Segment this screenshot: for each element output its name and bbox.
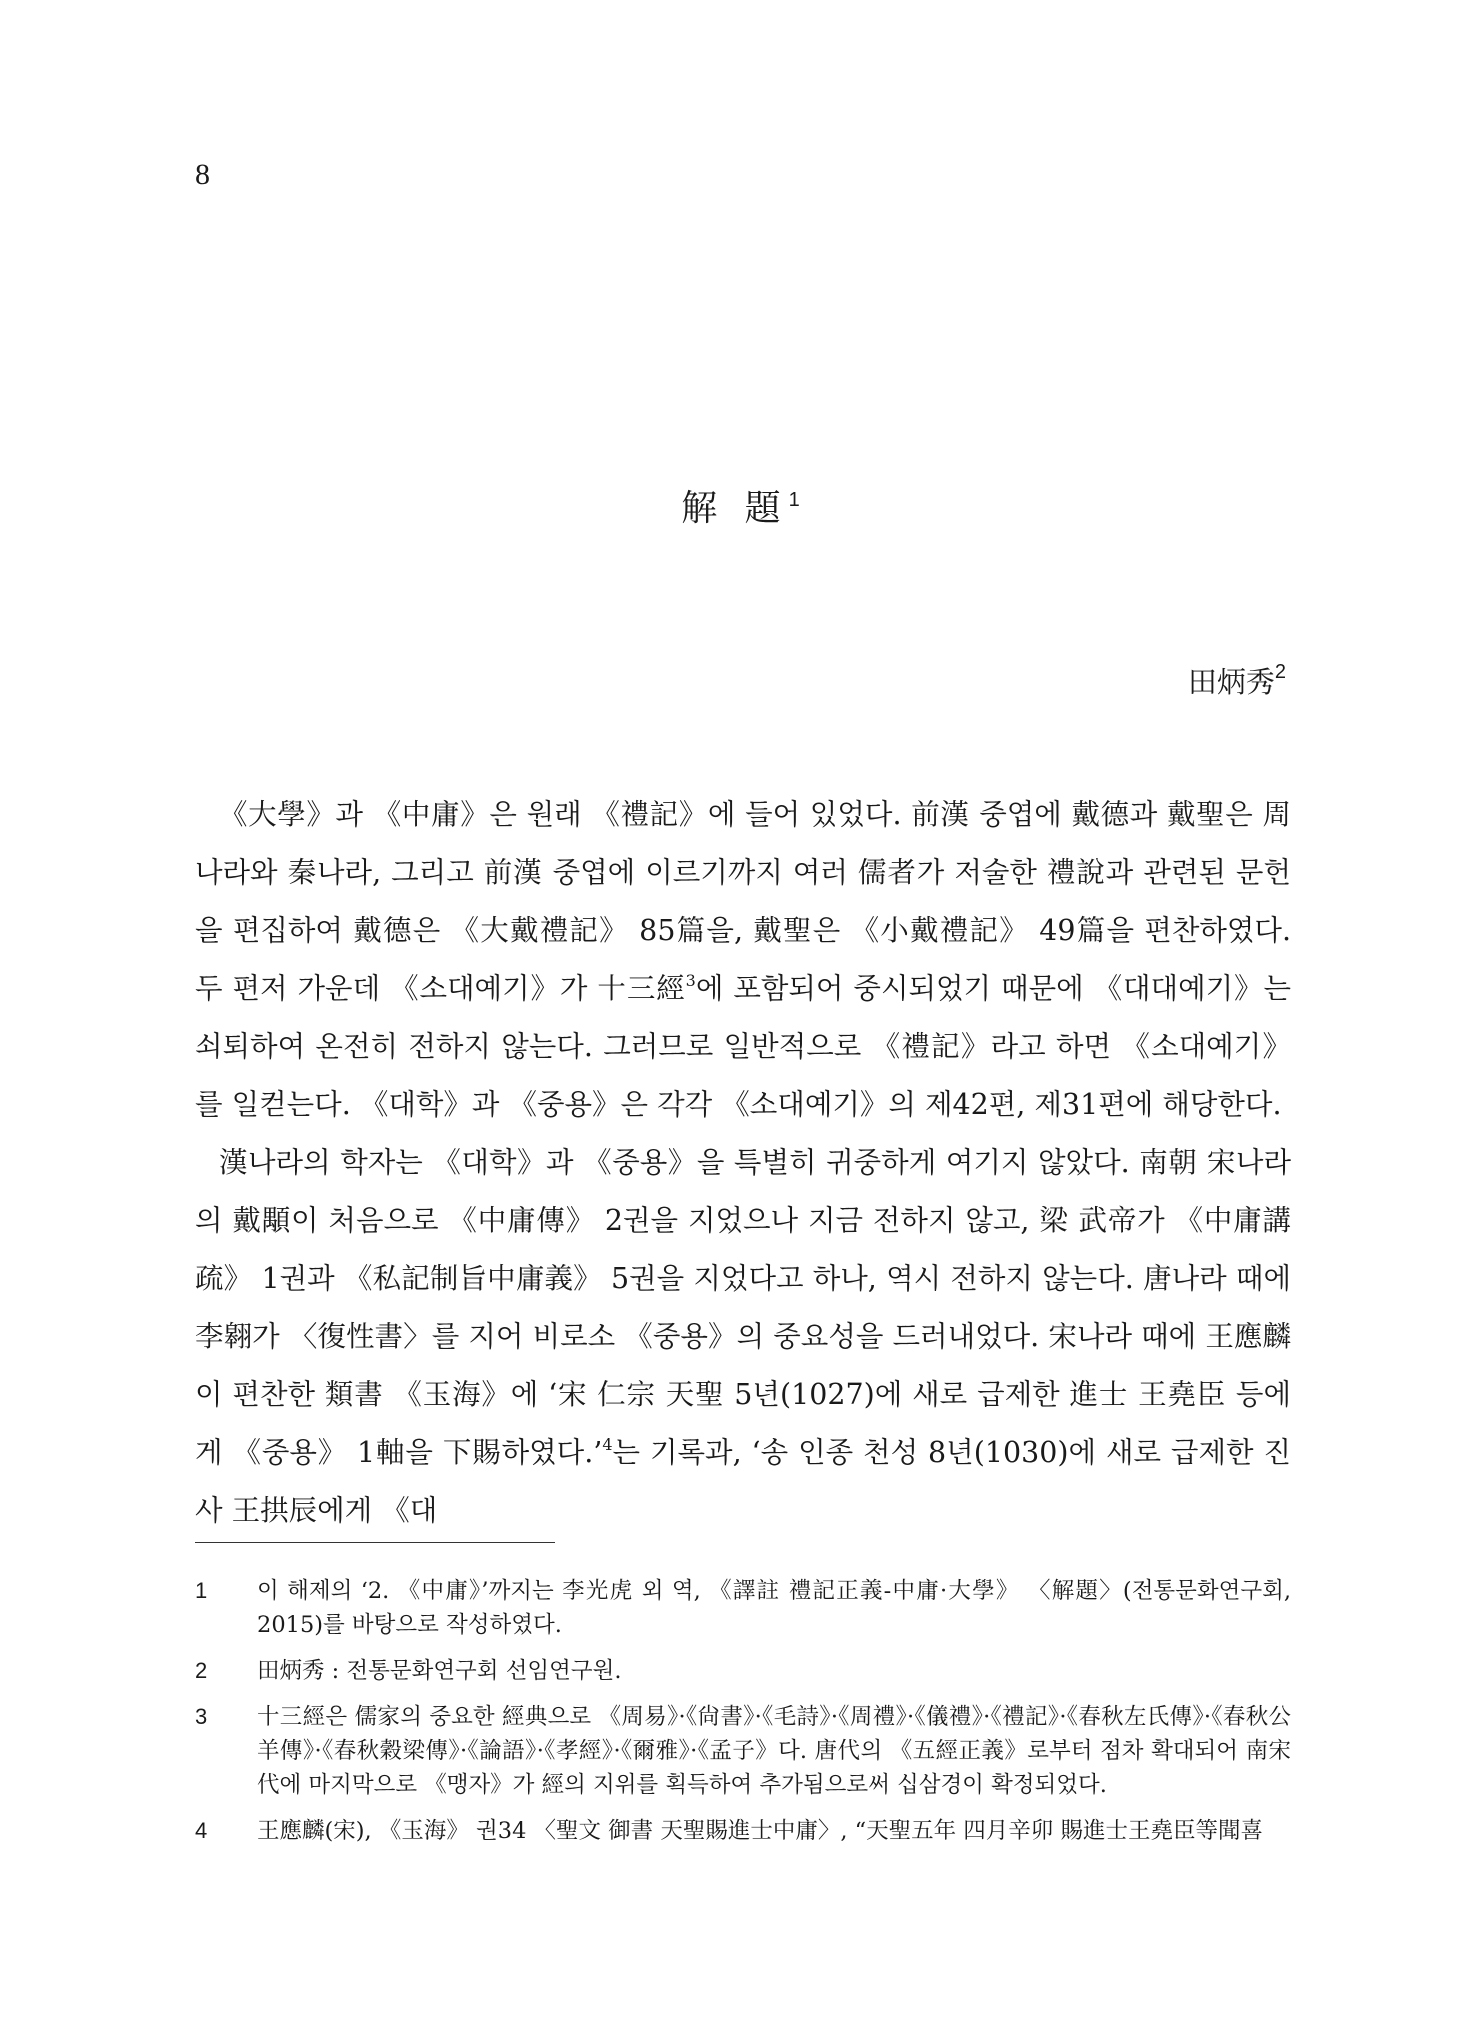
footnote-text: 田炳秀 : 전통문화연구회 선임연구원.: [257, 1658, 622, 1684]
footnote-text: 王應麟(宋), 《玉海》 권34 〈聖文 御書 天聖賜進士中庸〉, “天聖五年 四月辛卯 賜進士王堯臣等聞喜: [257, 1818, 1263, 1844]
title-text: 解 題: [681, 488, 789, 529]
page-number: 8: [195, 158, 210, 191]
footnote-2: [195, 1654, 1291, 1688]
footnote-text: 이 해제의 ‘2. 《中庸》’까지는 李光虎 외 역, 《譯註 禮記正義-中庸·大學》 〈解題〉(전통문화연구회, 2015)를 바탕으로 작성하였다.: [257, 1578, 1291, 1638]
paragraph-2: 漢나라의 학자는 《대학》과 《중용》을 특별히 귀중하게 여기지 않았다. 南朝 宋나라의 戴顒이 처음으로 《中庸傳》 2권을 지었으나 지금 전하지 않고, 梁 武帝가 《中庸講疏》 1권과 《私記制旨中庸義》 5권을 지었다고 하나, 역시 전하지 않는다. 唐나라 때에 李翱가 〈復性書〉를 지어 비로소 《중용》의 중요성을 드러내었다. 宋나라 때에 王應麟이 편찬한 類書 《玉海》에 ‘宋 仁宗 天聖 5년(1027)에 새로 급제한 進士 王堯臣 등에게 《중용》 1軸을 下賜하였다.’$^4$는 기록과, ‘송 인종 천성 8년(1030)에 새로 급제한 진사 王拱辰에게 《대: [195, 1146, 1291, 1527]
author: [1188, 660, 1286, 701]
page-title: [0, 480, 1481, 531]
author-name: 田炳秀: [1187, 665, 1275, 699]
footnote-ref-4[interactable]: 4: [602, 1435, 613, 1454]
footnote-4: [195, 1814, 1291, 1848]
footnote-number: 2: [195, 1658, 208, 1683]
body-text: [195, 786, 1291, 1540]
title-footnote-ref[interactable]: 1: [788, 489, 800, 511]
footnote-ref-3[interactable]: 3: [685, 971, 696, 990]
footnotes: [195, 1574, 1291, 1860]
author-footnote-ref[interactable]: 2: [1274, 661, 1286, 683]
footnote-text: 十三經은 儒家의 중요한 經典으로 《周易》·《尙書》·《毛詩》·《周禮》·《儀禮》·《禮記》·《春秋左氏傳》·《春秋公羊傳》·《春秋穀梁傳》·《論語》·《孝經》·《爾雅》·《孟子》다. 唐代의 《五經正義》로부터 점차 확대되어 南宋代에 마지막으로 《맹자》가 經의 지위를 획득하여 추가됨으로써 십삼경이 확정되었다.: [257, 1704, 1291, 1798]
footnote-1: [195, 1574, 1291, 1642]
footnote-number: 4: [195, 1818, 208, 1843]
footnote-number: 1: [195, 1578, 208, 1603]
footnote-3: [195, 1700, 1291, 1802]
footnote-divider: [195, 1542, 555, 1543]
paragraph-1: 《大學》과 《中庸》은 원래 《禮記》에 들어 있었다. 前漢 중엽에 戴德과 戴聖은 周나라와 秦나라, 그리고 前漢 중엽에 이르기까지 여러 儒者가 저술한 禮說과 관련된 문헌을 편집하여 戴德은 《大戴禮記》 85篇을, 戴聖은 《小戴禮記》 49篇을 편찬하였다. 두 편저 가운데 《소대예기》가 十三經$^3$에 포함되어 중시되었기 때문에 《대대예기》는 쇠퇴하여 온전히 전하지 않는다. 그러므로 일반적으로 《禮記》라고 하면 《소대예기》를 일컫는다. 《대학》과 《중용》은 각각 《소대예기》의 제42편, 제31편에 해당한다.: [195, 798, 1291, 1121]
footnote-number: 3: [195, 1704, 208, 1729]
